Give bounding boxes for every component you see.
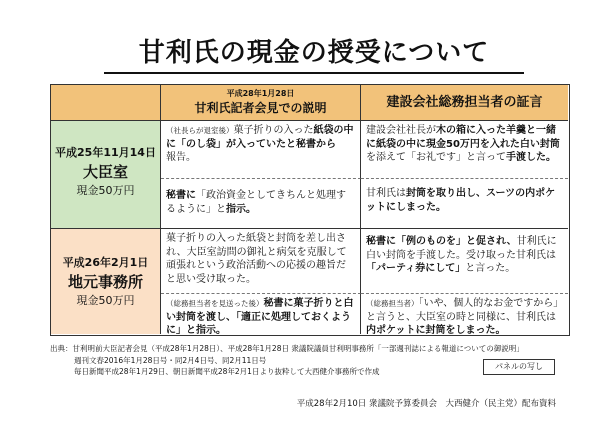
- row2-right-bottom-text-c: 内ポケットに封筒をしまった。: [366, 325, 506, 334]
- comparison-table: [50, 84, 570, 336]
- panel-copy-label: パネルの写し: [483, 359, 555, 375]
- row1-right-bottom: [361, 179, 568, 229]
- row2-label-cell: [51, 229, 161, 334]
- row1-amount: 現金50万円: [76, 184, 135, 197]
- row1-mid-top-text-c: 報告。: [166, 152, 196, 163]
- row1-mid-bottom-text-a: 秘書に: [166, 190, 196, 201]
- header-corner-cell: [51, 85, 161, 121]
- row1-mid-top-prefix: （社長らが退室後）: [166, 126, 234, 135]
- row2-right-top-text-a: 秘書に「例のものを」と促され、: [366, 236, 517, 247]
- row1-right-top-text-d: 手渡した。: [506, 152, 556, 163]
- row1-right-bottom-text-a: 甘利氏は: [366, 188, 406, 199]
- row2-mid-bottom: [161, 294, 361, 334]
- row2-mid-bottom-text-b: 秘書に菓子折りと白い封筒を渡し、「適正に処理しておくように」と指示。: [166, 298, 354, 334]
- header-right-title: 建設会社総務担当者の証言: [386, 94, 543, 110]
- row1-mid-bottom-text-b: 「政治資金としてきちんと処理するように」と: [166, 190, 346, 215]
- page-title: 甘利氏の現金の授受について: [138, 38, 490, 68]
- row1-mid-top-text-b: 紙袋の中に「のし袋」が入っていたと秘書から: [166, 125, 354, 150]
- row1-right-bottom-text-b: 封筒を取り出し、スーツの内ポケットにしまった。: [366, 188, 556, 213]
- row1-right-top-text-b: 木の箱に入った羊羹と一緒に紙袋の中に現金50万円を入れた白い封筒: [366, 125, 560, 150]
- header-mid-title: 甘利氏記者会見での説明: [194, 101, 327, 115]
- row1-right-top: [361, 121, 568, 179]
- row2-mid-bottom-prefix: （総務担当者を見送った後）: [166, 299, 264, 308]
- source-line-3: 毎日新聞平成28年1月29日、朝日新聞平成28年2月1日より抜粋して大西健介事務所で作成: [74, 367, 380, 376]
- row2-right-bottom-text-b: 「いや、個人的なお金ですから」と言うと、大臣室の時と同様に、甘利氏は: [366, 298, 559, 323]
- footer-distribution-note: 平成28年2月10日 衆議院予算委員会 大西健介（民主党）配布資料: [296, 399, 556, 409]
- source-line-1: 出典：甘利明前大臣記者会見（平成28年1月28日）、平成28年1月28日 衆議院議員甘利明事務所「一部週刊誌による報道についての御説明」: [50, 344, 524, 353]
- row1-right-top-text-a: 建設会社社長が: [366, 125, 436, 136]
- row2-right-bottom: [361, 294, 568, 334]
- header-press-conference: [161, 85, 361, 121]
- row1-mid-bottom-text-c: 指示。: [226, 203, 256, 215]
- title-underline: [104, 72, 524, 74]
- row2-right-bottom-text-a: （総務担当者）: [366, 299, 419, 308]
- row1-mid-top-text-a: 菓子折りの入った: [233, 125, 314, 136]
- source-line-2: 週刊文春2016年1月28日号・同2月4日号、同2月11日号: [74, 355, 267, 365]
- row1-mid-top: [161, 121, 361, 179]
- row1-right-top-text-c: を添えて「お礼です」と言って: [366, 152, 506, 163]
- row2-right-top: [361, 229, 568, 294]
- row2-amount: 現金50万円: [76, 294, 135, 307]
- row2-mid-top: [161, 229, 361, 294]
- header-mid-date: 平成28年1月28日: [226, 89, 295, 98]
- row1-label-cell: [51, 121, 161, 229]
- row2-place: 地元事務所: [67, 273, 143, 291]
- row1-place: 大臣室: [82, 163, 128, 181]
- row2-date: 平成26年2月1日: [62, 256, 149, 269]
- header-testimony: [361, 85, 568, 121]
- row1-date: 平成25年11月14日: [55, 146, 156, 159]
- row2-right-top-text-d: と言った。: [465, 263, 516, 274]
- page-title-wrap: [104, 36, 524, 70]
- row2-right-top-text-b: 甘利氏に白い封筒を手渡した。受け取った甘利氏は: [366, 236, 557, 261]
- row2-mid-top-text-a: 菓子折りの入った紙袋と封筒を差し出され、大臣室訪問の御礼と病気を克服して頑張れという政治活動への応援の趣旨だと思い受け取った。: [166, 233, 347, 285]
- row1-mid-bottom: [161, 179, 361, 229]
- row2-right-top-text-c: 「パーティ券にして」: [366, 263, 466, 274]
